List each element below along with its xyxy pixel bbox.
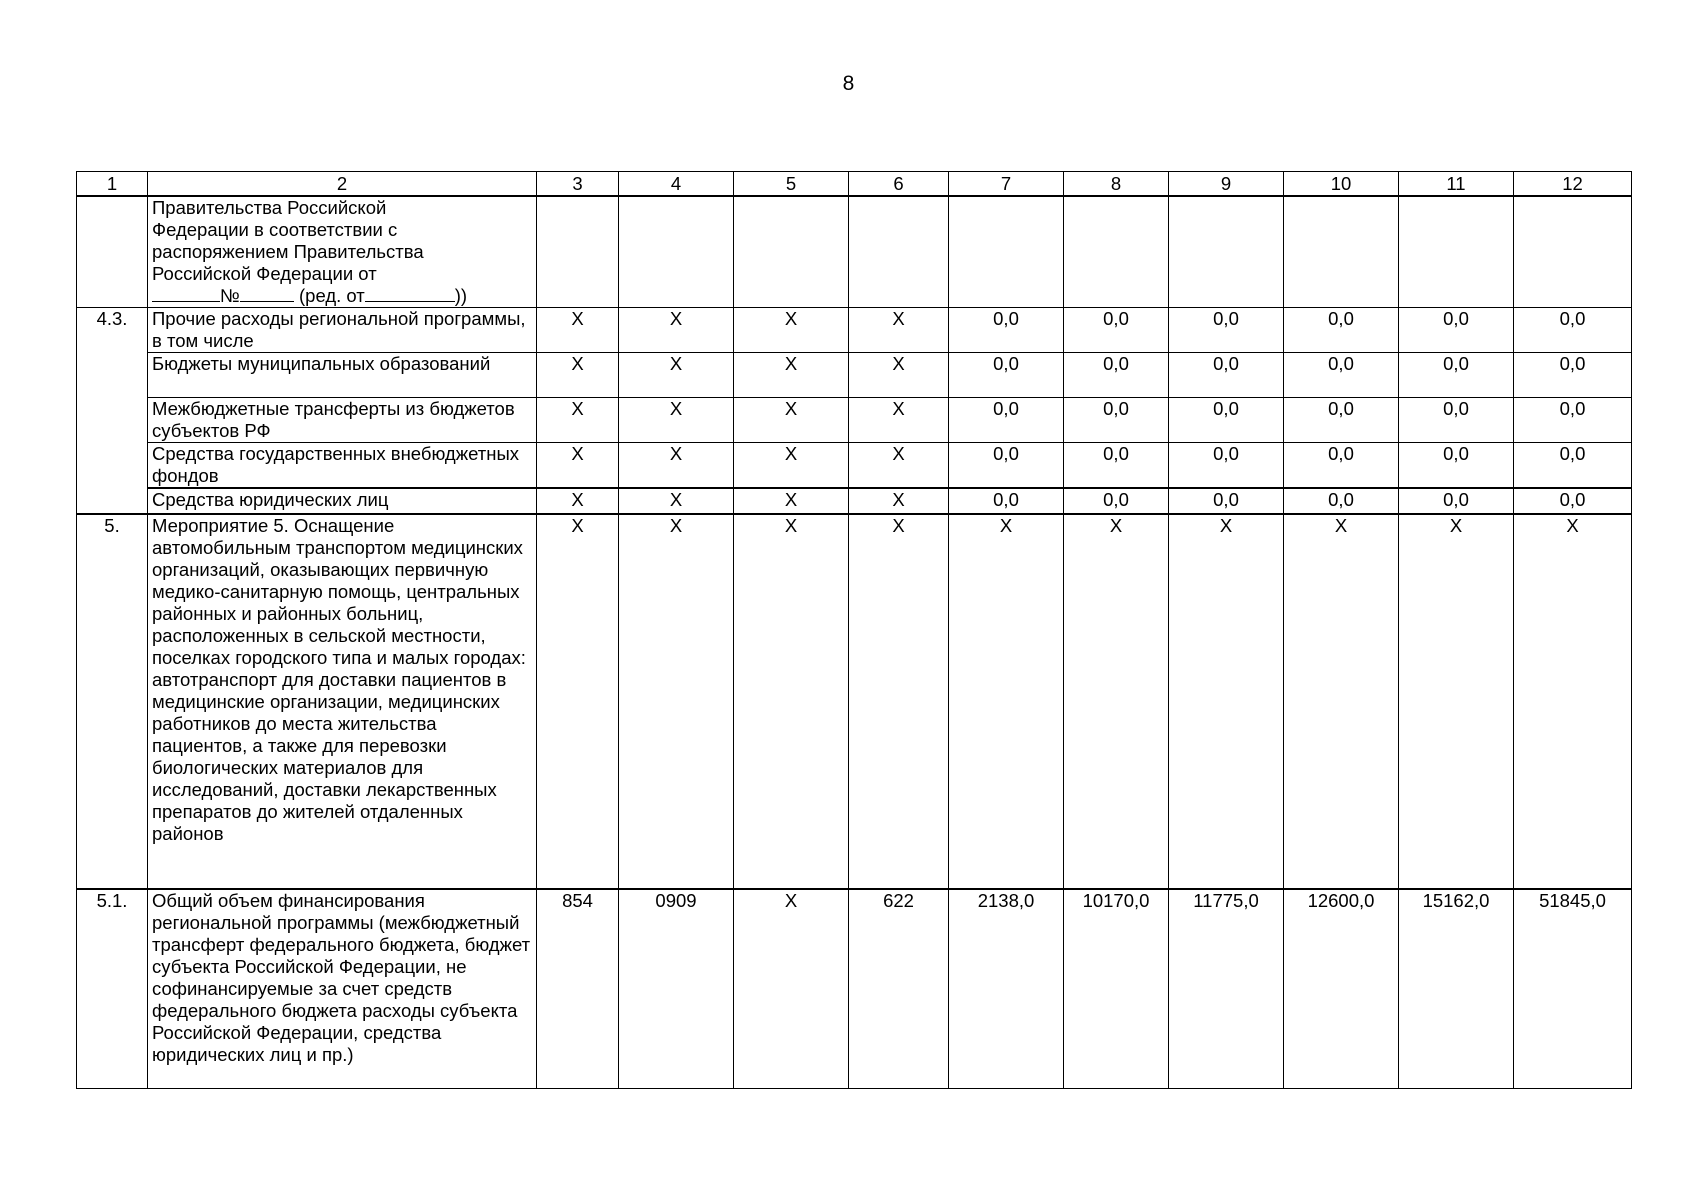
table-row [77, 308, 1632, 353]
value-cell [1514, 196, 1632, 308]
value-cell: X [849, 308, 949, 353]
value-cell: X [619, 398, 734, 443]
header-cell: 8 [1064, 172, 1169, 197]
value-cell: 0,0 [949, 488, 1064, 514]
value-cell: X [619, 308, 734, 353]
value-cell: 854 [537, 889, 619, 1088]
blank-line [240, 285, 294, 302]
value-cell: 10170,0 [1064, 889, 1169, 1088]
header-cell: 4 [619, 172, 734, 197]
blank-line [152, 285, 220, 302]
value-cell: 0,0 [1284, 308, 1399, 353]
table-row [77, 353, 1632, 398]
row-number: 4.3. [77, 308, 148, 353]
value-cell [1064, 196, 1169, 308]
value-cell [1399, 196, 1514, 308]
value-cell: X [619, 443, 734, 489]
value-cell: 0,0 [1284, 488, 1399, 514]
value-cell: X [537, 443, 619, 489]
table-row [77, 514, 1632, 889]
value-cell: 0,0 [1399, 353, 1514, 398]
edition-label: (ред. от [299, 285, 365, 306]
value-cell: 0,0 [1514, 398, 1632, 443]
value-cell: 51845,0 [1514, 889, 1632, 1088]
value-cell: 0,0 [1284, 443, 1399, 489]
value-cell: X [734, 308, 849, 353]
page-number: 8 [842, 72, 855, 95]
value-cell: 622 [849, 889, 949, 1088]
value-cell: X [734, 514, 849, 889]
row-name: Средства юридических лиц [148, 488, 537, 514]
value-cell: 0,0 [1399, 398, 1514, 443]
value-cell: 0,0 [1169, 398, 1284, 443]
value-cell: 0,0 [1399, 488, 1514, 514]
value-cell [849, 196, 949, 308]
row-name-line: Правительства Российской [152, 197, 387, 218]
value-cell: X [849, 353, 949, 398]
value-cell: X [1514, 514, 1632, 889]
value-cell: X [849, 398, 949, 443]
closing-brackets: )) [454, 285, 468, 306]
value-cell: X [1169, 514, 1284, 889]
value-cell: 0,0 [1064, 353, 1169, 398]
value-cell: X [734, 353, 849, 398]
value-cell: 0,0 [1514, 308, 1632, 353]
value-cell: 0,0 [1064, 398, 1169, 443]
value-cell: 0,0 [1284, 353, 1399, 398]
header-cell: 5 [734, 172, 849, 197]
blank-line [365, 285, 455, 302]
row-name-line: Федерации в соответствии с [152, 219, 398, 240]
value-cell: 0,0 [1514, 488, 1632, 514]
value-cell: 12600,0 [1284, 889, 1399, 1088]
header-cell: 3 [537, 172, 619, 197]
header-cell: 11 [1399, 172, 1514, 197]
value-cell: X [849, 488, 949, 514]
value-cell: 2138,0 [949, 889, 1064, 1088]
value-cell: X [734, 889, 849, 1088]
value-cell: 11775,0 [1169, 889, 1284, 1088]
value-cell: X [734, 398, 849, 443]
value-cell: 0,0 [1284, 398, 1399, 443]
value-cell: X [734, 443, 849, 489]
financing-table [76, 171, 1632, 1089]
row-name: Общий объем финансирования региональной программы (межбюджетный трансферт федерального бюджета, бюджет субъекта Российской Федерации, не софинансируемые за счет средств федерального бюджета расходы субъекта Российской Федерации, средства юридических лиц и пр.) [148, 889, 537, 1088]
value-cell: X [1399, 514, 1514, 889]
value-cell: 0,0 [1399, 308, 1514, 353]
value-cell: X [849, 514, 949, 889]
value-cell: X [619, 353, 734, 398]
value-cell: 0,0 [949, 398, 1064, 443]
header-cell: 10 [1284, 172, 1399, 197]
value-cell: 0,0 [1064, 443, 1169, 489]
value-cell: X [949, 514, 1064, 889]
value-cell: 0,0 [1169, 353, 1284, 398]
row-name-line: Российской Федерации от [152, 263, 377, 284]
value-cell: 0,0 [1064, 308, 1169, 353]
row-number [77, 353, 148, 398]
header-cell: 7 [949, 172, 1064, 197]
value-cell: 15162,0 [1399, 889, 1514, 1088]
row-name: Мероприятие 5. Оснащение автомобильным транспортом медицинских организаций, оказывающих первичную медико-санитарную помощь, центральных районных и районных больниц, расположенных в сельской местности, поселках городского типа и малых городах: автотранспорт для доставки пациентов в медицинские организации, медицинских работников до места жительства пациентов, а также для перевозки биологических материалов для исследований, доставки лекарственных препаратов до жителей отдаленных районов [148, 514, 537, 889]
row-name-line: распоряжением Правительства [152, 241, 424, 262]
table-header-row [77, 172, 1632, 197]
value-cell: 0,0 [1169, 443, 1284, 489]
row-name [148, 196, 537, 308]
value-cell [734, 196, 849, 308]
row-name: Прочие расходы региональной программы, в том числе [148, 308, 537, 353]
row-number [77, 488, 148, 514]
table-row [77, 488, 1632, 514]
value-cell: 0,0 [949, 353, 1064, 398]
header-cell: 6 [849, 172, 949, 197]
value-cell: 0,0 [949, 443, 1064, 489]
header-cell: 2 [148, 172, 537, 197]
value-cell: 0,0 [949, 308, 1064, 353]
value-cell: X [1284, 514, 1399, 889]
table-row [77, 398, 1632, 443]
row-name: Средства государственных внебюджетных фондов [148, 443, 537, 489]
value-cell: 0,0 [1399, 443, 1514, 489]
value-cell: 0,0 [1064, 488, 1169, 514]
table-row [77, 443, 1632, 489]
value-cell [1169, 196, 1284, 308]
value-cell: X [537, 398, 619, 443]
value-cell: X [619, 488, 734, 514]
value-cell: X [537, 488, 619, 514]
value-cell [949, 196, 1064, 308]
value-cell [1284, 196, 1399, 308]
value-cell: X [537, 308, 619, 353]
value-cell [537, 196, 619, 308]
row-number [77, 398, 148, 443]
value-cell: X [537, 353, 619, 398]
header-cell: 12 [1514, 172, 1632, 197]
row-number: 5.1. [77, 889, 148, 1088]
value-cell: X [1064, 514, 1169, 889]
value-cell: X [619, 514, 734, 889]
value-cell: X [537, 514, 619, 889]
value-cell [619, 196, 734, 308]
row-number [77, 196, 148, 308]
value-cell: X [734, 488, 849, 514]
value-cell: 0,0 [1514, 353, 1632, 398]
row-name: Межбюджетные трансферты из бюджетов субъектов РФ [148, 398, 537, 443]
row-number: 5. [77, 514, 148, 889]
header-cell: 9 [1169, 172, 1284, 197]
value-cell: X [849, 443, 949, 489]
value-cell: 0,0 [1169, 488, 1284, 514]
table-row [77, 196, 1632, 308]
row-name: Бюджеты муниципальных образований [148, 353, 537, 398]
row-number [77, 443, 148, 489]
header-cell: 1 [77, 172, 148, 197]
number-sign: № [220, 285, 240, 306]
value-cell: 0,0 [1514, 443, 1632, 489]
table-row [77, 889, 1632, 1088]
value-cell: 0909 [619, 889, 734, 1088]
value-cell: 0,0 [1169, 308, 1284, 353]
